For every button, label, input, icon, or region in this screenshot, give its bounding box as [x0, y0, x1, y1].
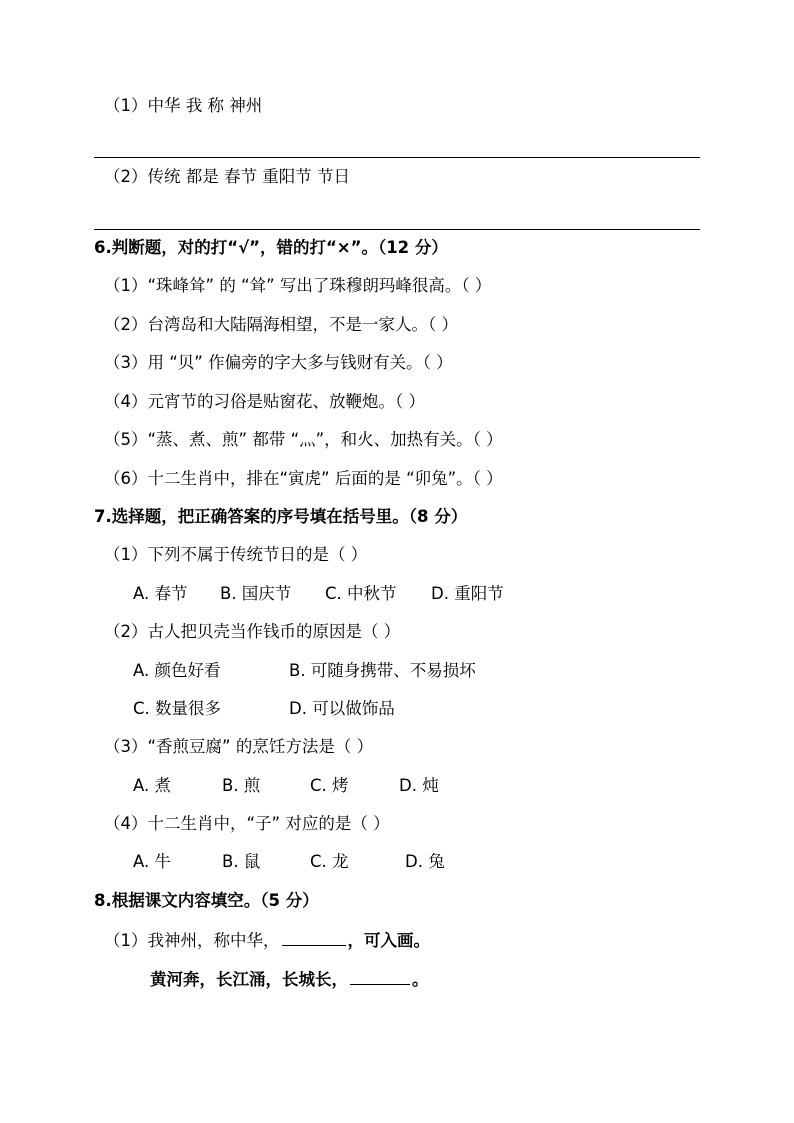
choice-q4-option-a[interactable]: A. 牛	[133, 852, 171, 871]
choice-q3-option-c[interactable]: C. 烤	[310, 776, 349, 795]
choice-q2-option-c[interactable]: C. 数量很多	[133, 699, 222, 718]
section8-title: 8.根据课文内容填空。（5 分）	[94, 891, 319, 910]
fill-line-1-text-b: ，可入画。	[347, 931, 430, 950]
judge-item-2: （2）台湾岛和大陆隔海相望，不是一家人。（ ）	[104, 315, 458, 334]
choice-q1-option-a[interactable]: A. 春节	[133, 584, 188, 603]
choice-q4-option-b[interactable]: B. 鼠	[222, 852, 261, 871]
choice-q1-option-b[interactable]: B. 国庆节	[220, 584, 292, 603]
answer-line-q2[interactable]	[94, 229, 700, 230]
choice-q2-option-b[interactable]: B. 可随身携带、不易损坏	[289, 661, 476, 680]
judge-item-4: （4）元宵节的习俗是贴窗花、放鞭炮。（ ）	[104, 392, 425, 411]
choice-q3-stem: （3）“香煎豆腐” 的烹饪方法是（ ）	[104, 737, 374, 756]
sentence-arrange-q1: （1）中华 我 称 神州	[104, 96, 263, 115]
answer-line-q1[interactable]	[94, 157, 700, 158]
choice-q3-option-d[interactable]: D. 炖	[399, 776, 439, 795]
choice-q3-option-b[interactable]: B. 煎	[222, 776, 261, 795]
choice-q4-option-d[interactable]: D. 兔	[405, 852, 445, 871]
choice-q4-option-c[interactable]: C. 龙	[310, 852, 349, 871]
fill-line-2-text-a: 黄河奔，长江涌，长城长，	[150, 970, 348, 989]
choice-q1-option-d[interactable]: D. 重阳节	[431, 584, 504, 603]
section6-title: 6.判断题，对的打“√”，错的打“×”。（12 分）	[94, 238, 448, 257]
choice-q4-stem: （4）十二生肖中，“子” 对应的是（ ）	[104, 814, 390, 833]
choice-q1-option-c[interactable]: C. 中秋节	[325, 584, 397, 603]
fill-blank-1[interactable]	[282, 931, 346, 946]
judge-item-6: （6）十二生肖中，排在“寅虎” 后面的是 “卯兔”。（ ）	[104, 469, 503, 488]
section7-title: 7.选择题，把正确答案的序号填在括号里。（8 分）	[94, 507, 468, 526]
fill-line-2	[150, 970, 429, 989]
fill-line-1	[104, 931, 430, 950]
judge-item-1: （1）“珠峰耸” 的 “耸” 写出了珠穆朗玛峰很高。（ ）	[104, 276, 492, 295]
judge-item-5: （5）“蒸、煮、煎” 都带 “灬”，和火、加热有关。（ ）	[104, 430, 503, 449]
fill-line-2-text-b: 。	[412, 970, 429, 989]
choice-q2-stem: （2）古人把贝壳当作钱币的原因是（ ）	[104, 622, 401, 641]
fill-blank-2[interactable]	[350, 970, 410, 985]
choice-q2-option-a[interactable]: A. 颜色好看	[133, 661, 221, 680]
judge-item-3: （3）用 “贝” 作偏旁的字大多与钱财有关。（ ）	[104, 353, 453, 372]
sentence-arrange-q2: （2）传统 都是 春节 重阳节 节日	[104, 167, 350, 186]
choice-q2-option-d[interactable]: D. 可以做饰品	[289, 699, 395, 718]
choice-q1-stem: （1）下列不属于传统节日的是（ ）	[104, 545, 368, 564]
choice-q3-option-a[interactable]: A. 煮	[133, 776, 171, 795]
fill-line-1-text-a: （1）我神州，称中华，	[104, 931, 280, 950]
